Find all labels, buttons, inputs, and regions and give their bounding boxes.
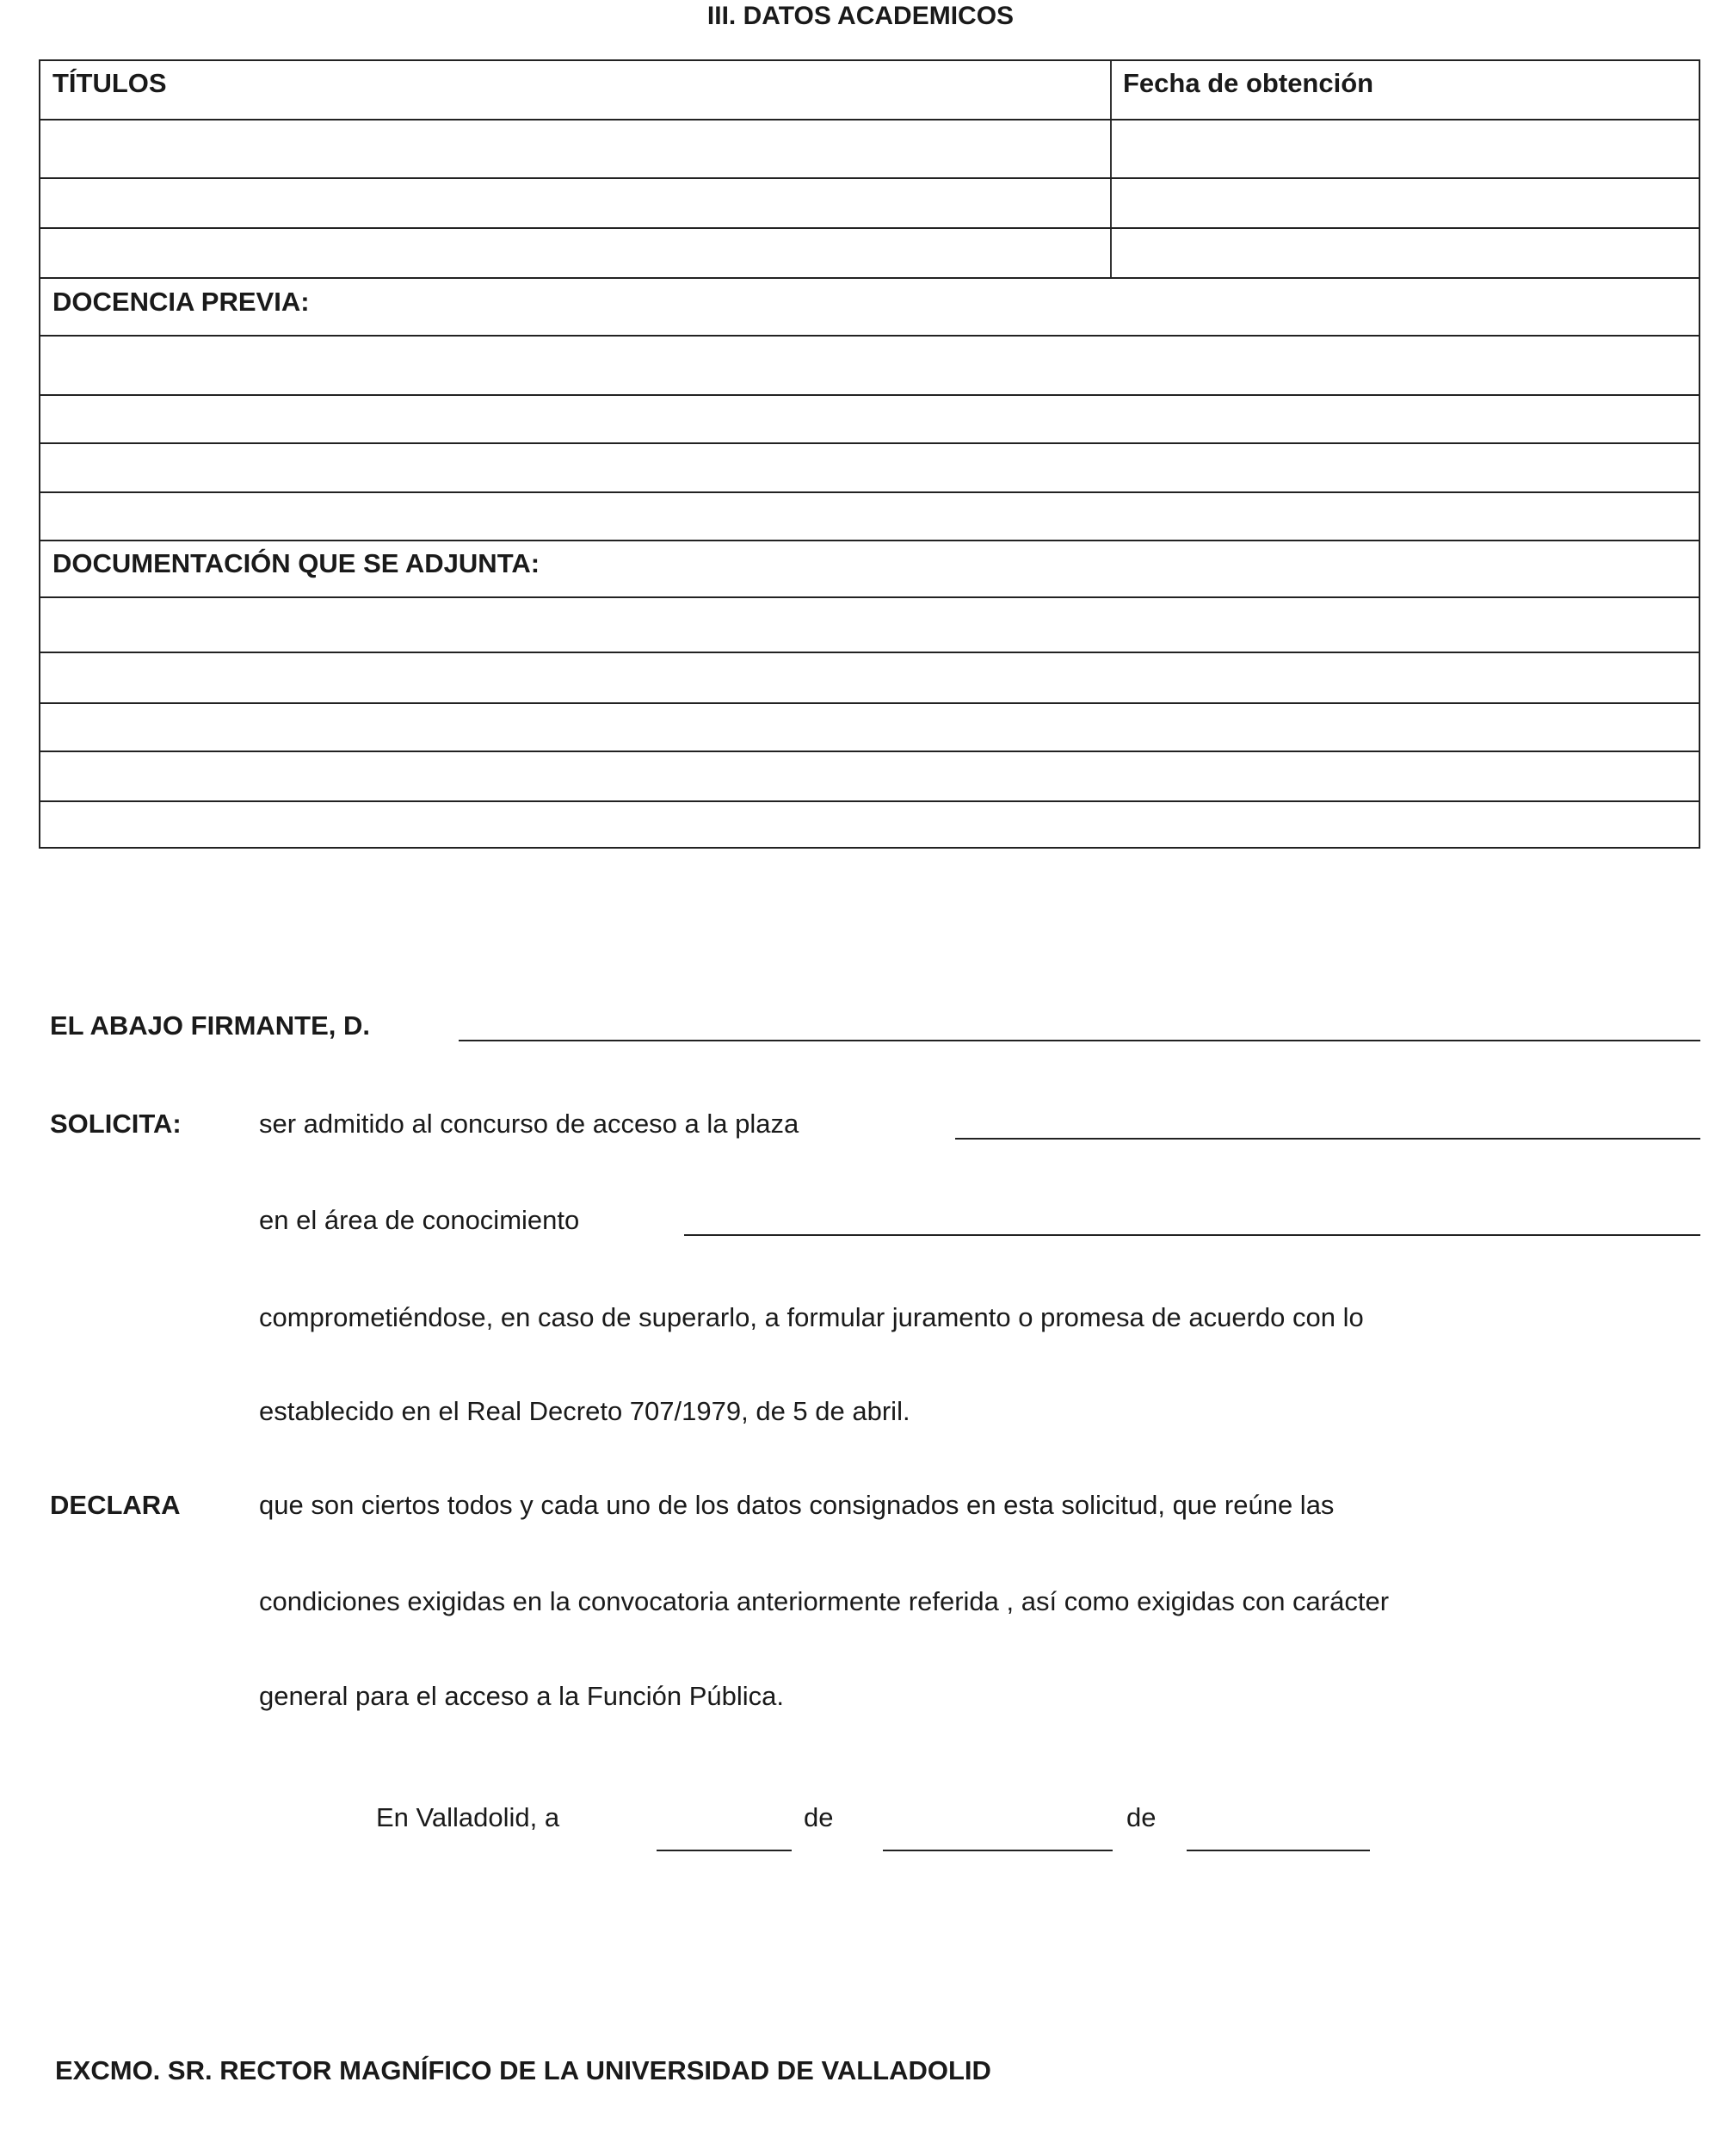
area-field[interactable] (688, 1200, 1699, 1234)
row-divider (40, 800, 1699, 802)
row-divider (40, 277, 1699, 279)
signer-underline (459, 1040, 1700, 1041)
row-divider (40, 652, 1699, 653)
solicita-text-4: establecido en el Real Decreto 707/1979, de 5 de abril. (259, 1396, 910, 1426)
documentacion-input-1[interactable] (49, 601, 1692, 652)
row-divider (40, 119, 1699, 120)
date-input-3[interactable] (1118, 232, 1698, 278)
date-input-1[interactable] (1118, 123, 1698, 176)
docencia-input-3[interactable] (49, 447, 1692, 491)
titles-header: TÍTULOS (52, 68, 167, 98)
documentacion-input-2[interactable] (49, 656, 1692, 702)
plaza-underline (955, 1138, 1700, 1140)
date-de-1: de (804, 1802, 834, 1832)
plaza-field[interactable] (959, 1103, 1699, 1138)
date-prefix: En Valladolid, a (376, 1802, 560, 1832)
row-divider (40, 751, 1699, 752)
date-header: Fecha de obtención (1123, 68, 1374, 98)
row-divider (40, 335, 1699, 337)
title-input-1[interactable] (49, 123, 1107, 176)
solicita-text-1: ser admitido al concurso de acceso a la plaza (259, 1109, 799, 1139)
row-divider (40, 177, 1699, 179)
academic-data-table (39, 59, 1700, 849)
section-title: III. DATOS ACADEMICOS (706, 2, 1015, 30)
signer-name-field[interactable] (465, 1005, 1699, 1040)
solicita-text-2: en el área de conocimiento (259, 1205, 580, 1235)
solicita-label: SOLICITA: (50, 1109, 182, 1139)
declara-text-3: general para el acceso a la Función Pública. (259, 1681, 785, 1711)
year-field[interactable] (1188, 1816, 1371, 1849)
documentacion-header: DOCUMENTACIÓN QUE SE ADJUNTA: (52, 548, 540, 578)
docencia-input-4[interactable] (49, 496, 1692, 539)
docencia-header: DOCENCIA PREVIA: (52, 287, 310, 317)
declara-text-2: condiciones exigidas en la convocatoria anteriormente referida , así como exigidas con carácter (259, 1586, 1390, 1616)
month-field[interactable] (885, 1816, 1113, 1849)
row-divider (40, 702, 1699, 704)
area-underline (684, 1234, 1700, 1236)
declara-text-1: que son ciertos todos y cada uno de los datos consignados en esta solicitud, que reúne las (259, 1490, 1335, 1520)
row-divider (40, 596, 1699, 598)
row-divider (40, 491, 1699, 493)
title-input-3[interactable] (49, 232, 1107, 278)
declara-label: DECLARA (50, 1490, 181, 1520)
year-underline (1187, 1850, 1370, 1851)
docencia-input-1[interactable] (49, 339, 1692, 392)
row-divider (40, 540, 1699, 541)
column-divider (1110, 61, 1112, 279)
docencia-input-2[interactable] (49, 398, 1692, 443)
signer-label: EL ABAJO FIRMANTE, D. (50, 1010, 371, 1041)
day-underline (657, 1850, 792, 1851)
row-divider (40, 394, 1699, 396)
day-field[interactable] (658, 1816, 793, 1849)
addressee: EXCMO. SR. RECTOR MAGNÍFICO DE LA UNIVERSIDAD DE VALLADOLID (55, 2055, 991, 2085)
documentacion-input-4[interactable] (49, 755, 1692, 800)
documentacion-input-3[interactable] (49, 707, 1692, 750)
title-input-2[interactable] (49, 182, 1107, 228)
solicita-text-3: comprometiéndose, en caso de superarlo, a formular juramento o promesa de acuerdo con lo (259, 1302, 1364, 1332)
month-underline (883, 1850, 1113, 1851)
date-input-2[interactable] (1118, 182, 1698, 228)
row-divider (40, 227, 1699, 229)
row-divider (40, 442, 1699, 444)
date-de-2: de (1126, 1802, 1157, 1832)
documentacion-input-5[interactable] (49, 805, 1692, 846)
